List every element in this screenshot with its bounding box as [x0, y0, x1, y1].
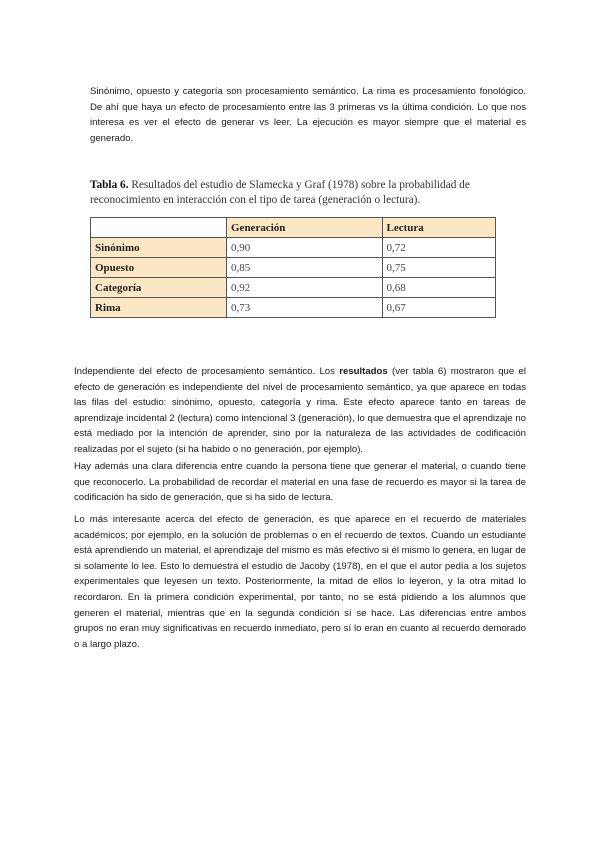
table-caption — [90, 178, 500, 208]
paragraph-results-lead: Independiente del efecto de procesamiento semántico. Los — [74, 366, 340, 377]
paragraph-results-keyword: resultados — [339, 366, 388, 377]
cell-generacion: 0,85 — [227, 258, 383, 278]
table-row — [91, 278, 496, 298]
cell-lectura: 0,67 — [382, 298, 496, 318]
paragraph-generation-vs-recognition: Hay además una clara diferencia entre cuando la persona tiene que generar el material, o cuando tiene que reconocerlo. La probabilidad de recordar el material en una fase de recuerdo es mayor si la tarea de codificación ha sido de generación, que si ha sido de lectura. — [74, 461, 526, 504]
column-header-lectura: Lectura — [382, 218, 496, 238]
row-label: Rima — [91, 298, 227, 318]
cell-generacion: 0,92 — [227, 278, 383, 298]
paragraph-intro: Sinónimo, opuesto y categoría son procesamiento semántico. La rima es procesamiento fonológico. De ahí que haya un efecto de procesamiento entre las 3 primeras vs la última condición. Lo que nos interesa es ver el efecto de generar vs leer. La ejecución es mayor siempre que el material es generado. — [90, 86, 526, 144]
paragraph-results-body: (ver tabla 6) mostraron que el efecto de generación es independiente del nivel de procesamiento semántico, ya que aparece en todas las filas del estudio: sinónimo, opuesto, categoría y rima. Este efecto aparece tanto en tareas de aprendizaje incidental 2 (lectura) como intencional 3 (generación), lo que demuestra que el aprendizaje no está mediado por la intención de aprender, sino por la naturaleza de las actividades de codificación realizadas por el sujeto (si ha habido o no generación, por ejemplo). — [74, 366, 526, 455]
table-caption-text: Resultados del estudio de Slamecka y Graf (1978) sobre la probabilidad de reconocimiento en interacción con el tipo de tarea (generación o lectura). — [90, 179, 470, 206]
cell-generacion: 0,73 — [227, 298, 383, 318]
table-header-row — [91, 218, 496, 238]
paragraph-academic-materials: Lo más interesante acerca del efecto de generación, es que aparece en el recuerdo de materiales académicos; por ejemplo, en la solución de problemas o en el recuerdo de textos. Cuando un estudiante está aprendiendo un material, el aprendizaje del mismo es más efectivo si él mismo lo genera, en lugar de si solamente lo lee. Esto lo demuestra el estudio de Jacoby (1978), en el que el autor pedía a los sujetos experimentales que leyesen un texto. Posteriormente, la mitad de ellos lo leyeron, y la otra mitad lo recordaron. En la primera condición experimental, por tanto, no se está pidiendo a los alumnos que generen el material, mientras que en la segunda condición sí se hace. Las diferencias entre ambos grupos no eran muy significativas en recuerdo inmediato, pero sí lo eran en cuanto al recuerdo demorado o a largo plazo. — [74, 514, 526, 650]
table-6-block — [90, 178, 500, 318]
cell-lectura: 0,72 — [382, 238, 496, 258]
cell-generacion: 0,90 — [227, 238, 383, 258]
table-row — [91, 298, 496, 318]
row-label: Opuesto — [91, 258, 227, 278]
row-label: Sinónimo — [91, 238, 227, 258]
table-corner-cell — [91, 218, 227, 238]
table-caption-label: Tabla 6. — [90, 179, 129, 191]
cell-lectura: 0,75 — [382, 258, 496, 278]
table-row — [91, 258, 496, 278]
column-header-generacion: Generación — [227, 218, 383, 238]
results-table — [90, 217, 496, 318]
cell-lectura: 0,68 — [382, 278, 496, 298]
table-row — [91, 238, 496, 258]
row-label: Categoría — [91, 278, 227, 298]
paragraph-results — [74, 364, 526, 458]
